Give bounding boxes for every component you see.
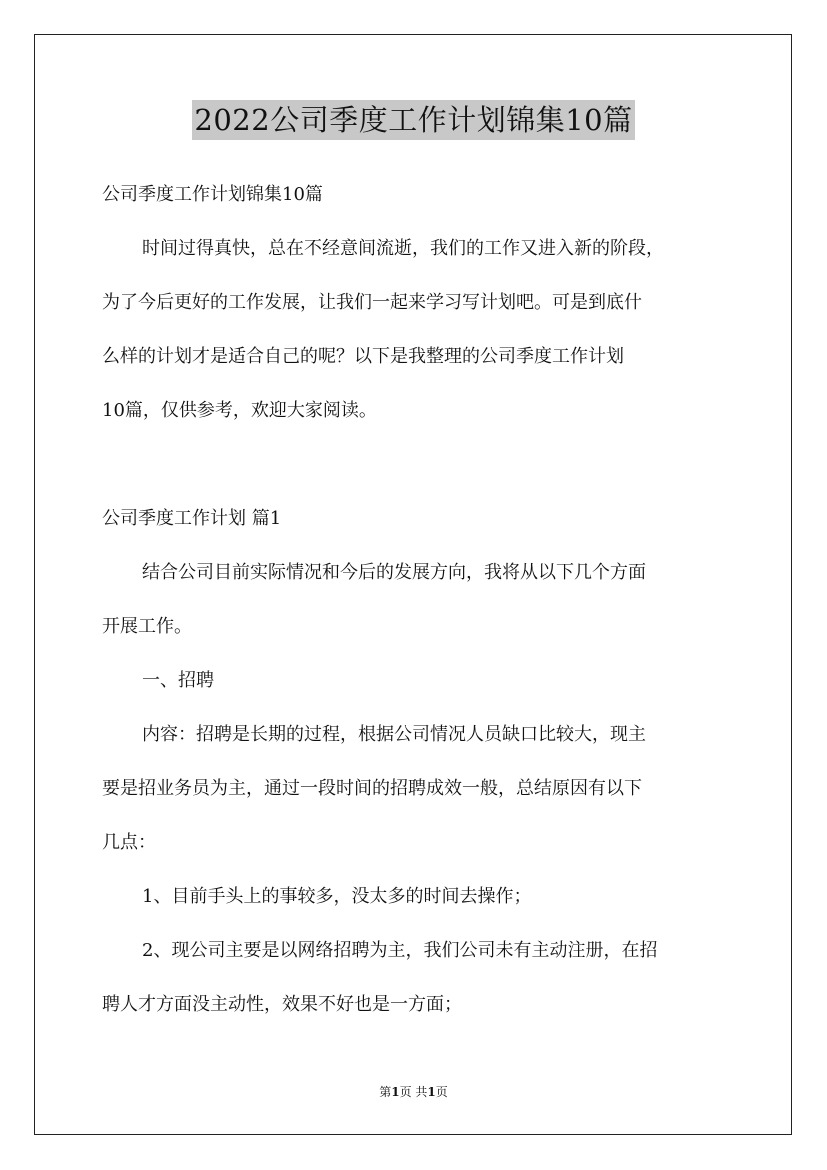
document-title: 2022公司季度工作计划锦集10篇 <box>192 100 634 140</box>
title-container <box>0 100 827 140</box>
paragraph-line-5: 要是招业务员为主，通过一段时间的招聘成效一般，总结原因有以下 <box>102 778 642 799</box>
document-subtitle: 公司季度工作计划锦集10篇 <box>102 184 323 205</box>
footer-total-pages: 1 <box>427 1085 436 1099</box>
list-item-1: 1、目前手头上的事较多，没太多的时间去操作； <box>142 886 532 907</box>
intro-line-2: 为了今后更好的工作发展，让我们一起来学习写计划吧。可是到底什 <box>102 292 642 313</box>
intro-line-4: 10篇，仅供参考，欢迎大家阅读。 <box>102 400 377 421</box>
intro-line-1: 时间过得真快，总在不经意间流逝，我们的工作又进入新的阶段， <box>142 238 664 259</box>
page-footer <box>0 1084 827 1100</box>
list-item-2-line-2: 聘人才方面没主动性，效果不好也是一方面； <box>102 994 462 1015</box>
footer-prefix: 第 <box>379 1085 392 1099</box>
section-heading: 公司季度工作计划 篇1 <box>102 508 282 529</box>
intro-line-3: 么样的计划才是适合自己的呢？以下是我整理的公司季度工作计划 <box>102 346 624 367</box>
footer-suffix: 页 <box>435 1085 448 1099</box>
paragraph-line-4: 内容：招聘是长期的过程，根据公司情况人员缺口比较大，现主 <box>142 724 646 745</box>
list-item-2-line-1: 2、现公司主要是以网络招聘为主，我们公司未有主动注册，在招 <box>142 940 658 961</box>
paragraph-line-6: 几点： <box>102 832 156 853</box>
paragraph-line-1: 结合公司目前实际情况和今后的发展方向，我将从以下几个方面 <box>142 562 646 583</box>
footer-current-page: 1 <box>391 1085 400 1099</box>
subheading-recruitment: 一、招聘 <box>142 670 214 691</box>
footer-mid: 页 共 <box>399 1085 428 1099</box>
paragraph-line-2: 开展工作。 <box>102 616 192 637</box>
